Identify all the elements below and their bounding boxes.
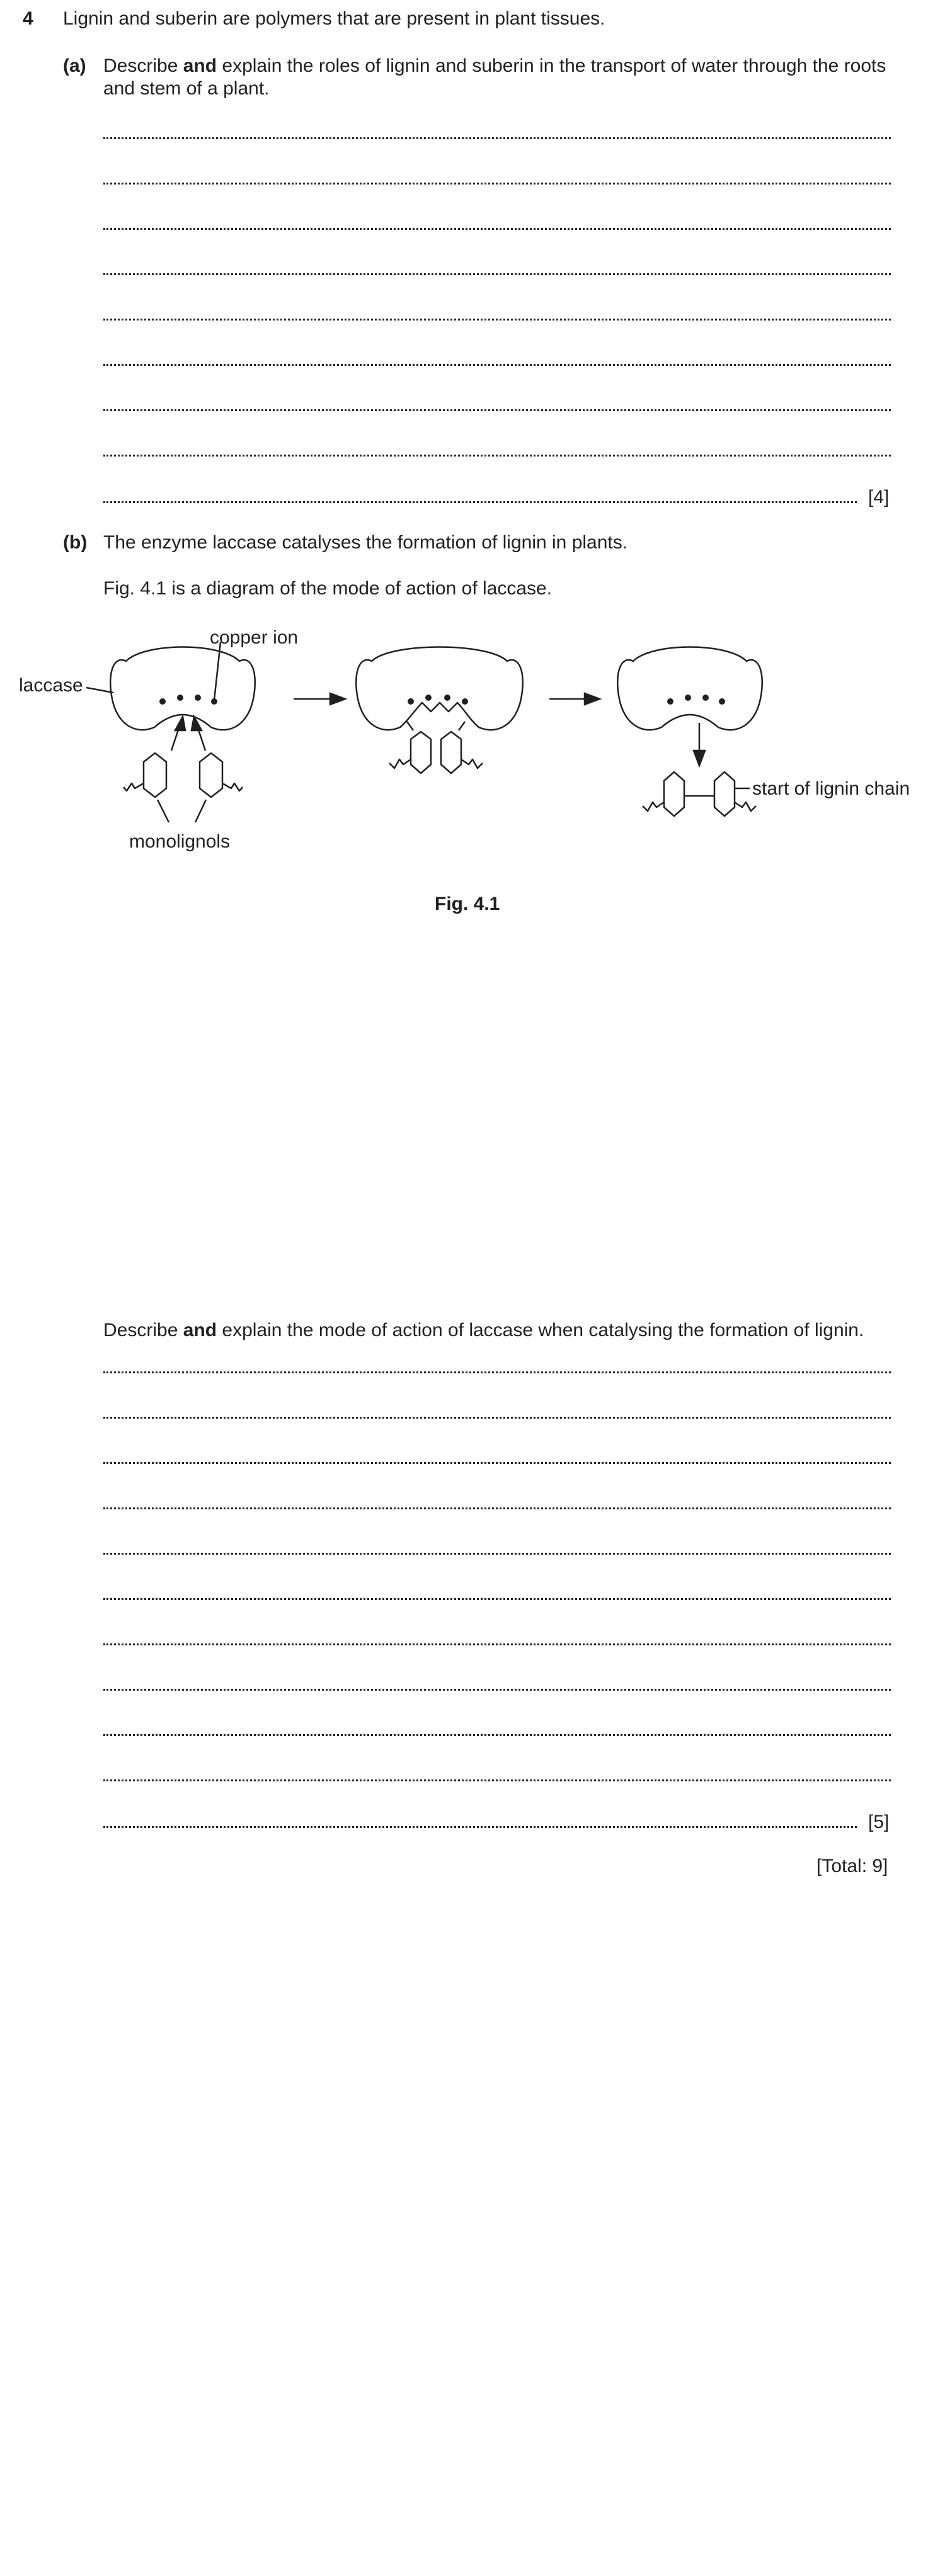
answer-line[interactable] [103, 455, 891, 457]
copper-ion [211, 698, 217, 705]
answer-line[interactable] [103, 1553, 891, 1555]
answer-line[interactable] [103, 319, 891, 321]
answer-line[interactable] [103, 273, 891, 275]
total-marks: [Total: 9] [816, 1856, 888, 1876]
bound-monolignol-left [411, 732, 431, 773]
answer-line[interactable] [103, 1643, 891, 1645]
part-b-prompt-pre: Describe [103, 1320, 183, 1341]
arrow-right-icon [585, 693, 600, 705]
part-b-prompt-post: explain the mode of action of laccase when catalysing the formation of lignin. [217, 1320, 864, 1341]
laccase-leader [86, 688, 113, 693]
copper-ion [159, 698, 166, 705]
copper-ion [685, 695, 691, 701]
bound-monolignol-right [441, 732, 461, 773]
copper-ion [408, 698, 414, 705]
part-b-label: (b) [63, 532, 88, 553]
answer-line[interactable] [103, 501, 857, 503]
copper-ion [719, 698, 725, 705]
copper-ion [444, 695, 450, 701]
copper-ion [195, 695, 201, 701]
laccase-enzyme-2 [356, 647, 523, 730]
part-b-marks: [5] [868, 1812, 890, 1832]
question-intro: Lignin and suberin are polymers that are present in plant tissues. [63, 8, 605, 29]
part-a-marks: [4] [868, 487, 890, 508]
monolignols-leader-right [195, 800, 206, 822]
copper-ion [425, 695, 432, 701]
answer-line[interactable] [103, 1734, 891, 1736]
part-a-prompt-post: explain the roles of lignin and suberin in the transport of water through the roots and stem of a plant. [103, 55, 886, 99]
arrow-right-icon [330, 693, 345, 705]
copper-ion [177, 695, 183, 701]
answer-line[interactable] [103, 1371, 891, 1373]
answer-line[interactable] [103, 183, 891, 184]
monolignols-leader-left [158, 800, 169, 822]
answer-line[interactable] [103, 1507, 891, 1509]
part-a-prompt-pre: Describe [103, 55, 183, 76]
label-monolignols: monolignols [129, 831, 231, 852]
label-copper-ion: copper ion [210, 627, 299, 648]
part-b-statement: The enzyme laccase catalyses the formation of lignin in plants. [103, 532, 628, 553]
arrow-head-icon [175, 717, 185, 730]
part-a-label: (a) [63, 55, 86, 76]
laccase-diagram [0, 604, 945, 869]
part-b-prompt [103, 1319, 864, 1342]
figure-caption: Fig. 4.1 [435, 894, 500, 914]
answer-line[interactable] [103, 137, 891, 139]
copper-ion [462, 698, 468, 705]
lignin-dimer-left [664, 772, 684, 816]
answer-line[interactable] [103, 1689, 891, 1691]
arrow-down-icon [694, 751, 705, 766]
answer-line[interactable] [103, 1779, 891, 1781]
laccase-enzyme-3 [617, 647, 762, 730]
copper-ion [667, 698, 673, 705]
question-number: 4 [23, 8, 33, 29]
label-laccase: laccase [19, 675, 83, 696]
figure-intro: Fig. 4.1 is a diagram of the mode of action of laccase. [103, 578, 553, 599]
answer-line[interactable] [103, 1462, 891, 1464]
copper-ion [702, 695, 709, 701]
part-a-prompt-bold: and [183, 55, 217, 76]
lignin-dimer-right [714, 772, 735, 816]
label-lignin-chain: start of lignin chain [752, 778, 910, 799]
part-b-prompt-bold: and [183, 1320, 217, 1341]
answer-line[interactable] [103, 228, 891, 230]
part-a-prompt [103, 55, 897, 100]
answer-line[interactable] [103, 409, 891, 411]
answer-line[interactable] [103, 1826, 857, 1828]
monolignol-left [144, 753, 166, 797]
answer-line[interactable] [103, 1598, 891, 1600]
answer-line[interactable] [103, 364, 891, 366]
answer-line[interactable] [103, 1417, 891, 1419]
monolignol-right [200, 753, 222, 797]
